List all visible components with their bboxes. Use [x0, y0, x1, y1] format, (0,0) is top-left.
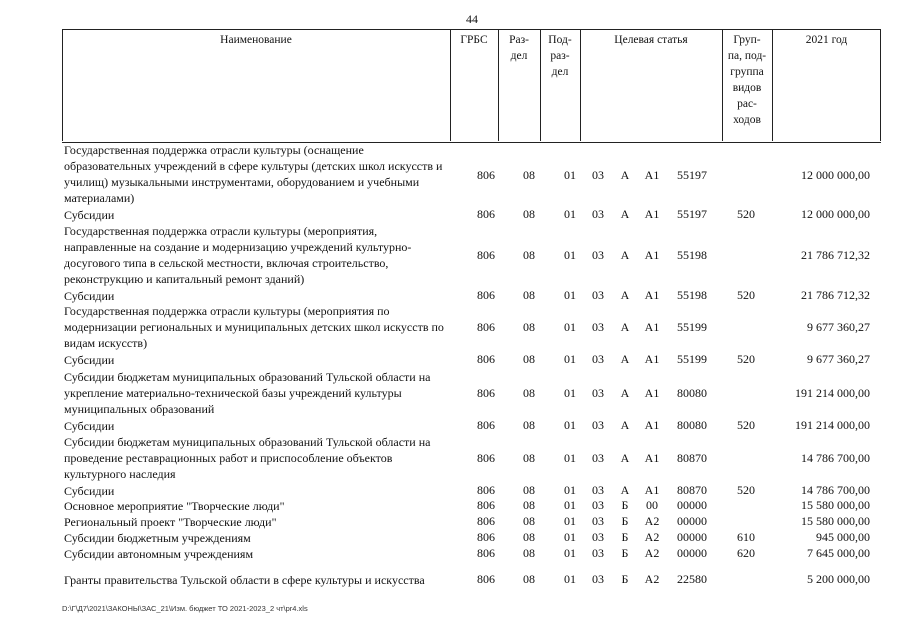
cell-t2: Б — [621, 498, 629, 512]
cell-podrazdel: 01 — [564, 498, 576, 512]
cell-podrazdel: 01 — [564, 248, 576, 262]
cell-grbs: 806 — [477, 320, 495, 334]
cell-t1: 03 — [592, 418, 604, 432]
cell-group: 520 — [737, 352, 755, 366]
cell-amount: 14 786 700,00 — [801, 451, 870, 465]
table-row — [62, 418, 881, 434]
cell-t1: 03 — [592, 248, 604, 262]
cell-t2: А — [620, 352, 630, 366]
cell-t2: А — [620, 288, 630, 302]
cell-razdel: 08 — [523, 207, 535, 221]
cell-grbs: 806 — [477, 418, 495, 432]
table-row — [62, 434, 881, 482]
cell-t3: А2 — [644, 514, 660, 528]
table-header — [62, 29, 881, 143]
table-row — [62, 207, 881, 223]
cell-amount: 14 786 700,00 — [801, 483, 870, 497]
cell-razdel: 08 — [523, 530, 535, 544]
table-row — [62, 303, 881, 351]
cell-razdel: 08 — [523, 451, 535, 465]
cell-t4: 55197 — [677, 207, 707, 221]
row-name: Субсидии бюджетам муниципальных образований Тульской области на проведение реставрационных работ и приспособление объектов культурного наследия — [64, 435, 431, 481]
header-razdel: Раз- дел — [509, 34, 529, 62]
divider — [772, 29, 773, 141]
cell-razdel: 08 — [523, 418, 535, 432]
cell-amount: 21 786 712,32 — [801, 248, 870, 262]
cell-t4: 55198 — [677, 248, 707, 262]
cell-razdel: 08 — [523, 386, 535, 400]
cell-t3: А1 — [644, 352, 660, 366]
cell-t1: 03 — [592, 352, 604, 366]
cell-t3: 00 — [646, 498, 658, 512]
cell-grbs: 806 — [477, 514, 495, 528]
cell-group: 520 — [737, 483, 755, 497]
cell-amount: 12 000 000,00 — [801, 207, 870, 221]
divider — [540, 29, 541, 141]
cell-t4: 00000 — [677, 514, 707, 528]
cell-t3: А1 — [644, 248, 660, 262]
cell-amount: 5 200 000,00 — [807, 572, 870, 586]
cell-podrazdel: 01 — [564, 514, 576, 528]
cell-grbs: 806 — [477, 207, 495, 221]
cell-grbs: 806 — [477, 288, 495, 302]
cell-amount: 191 214 000,00 — [795, 386, 870, 400]
table-row — [62, 498, 881, 514]
cell-group: 620 — [737, 546, 755, 560]
file-path: D:\Г\Д7\2021\ЗАКОНЫ\ЗАС_21\Изм. бюджет ТО 2021-2023_2 чт\pr4.xls — [62, 604, 308, 613]
cell-t1: 03 — [592, 451, 604, 465]
cell-amount: 9 677 360,27 — [807, 320, 870, 334]
cell-grbs: 806 — [477, 451, 495, 465]
cell-amount: 9 677 360,27 — [807, 352, 870, 366]
cell-grbs: 806 — [477, 572, 495, 586]
cell-t3: А1 — [644, 483, 660, 497]
cell-razdel: 08 — [523, 288, 535, 302]
cell-podrazdel: 01 — [564, 572, 576, 586]
row-name: Субсидии — [64, 484, 115, 498]
cell-t4: 22580 — [677, 572, 707, 586]
row-name: Государственная поддержка отрасли культуры (оснащение образовательных учреждений в сфере культуры (детских школ искусств и училищ) музыкальными инструментами, оборудованием и учебными материалами) — [64, 143, 443, 205]
cell-t4: 80870 — [677, 451, 707, 465]
cell-razdel: 08 — [523, 572, 535, 586]
table-row — [62, 572, 881, 588]
cell-razdel: 08 — [523, 352, 535, 366]
divider — [722, 29, 723, 141]
cell-t1: 03 — [592, 168, 604, 182]
row-name: Субсидии автономным учреждениям — [64, 547, 254, 561]
cell-t3: А2 — [644, 572, 660, 586]
row-name: Субсидии бюджетным учреждениям — [64, 531, 251, 545]
cell-podrazdel: 01 — [564, 352, 576, 366]
page-number: 44 — [466, 12, 478, 26]
table-row — [62, 223, 881, 287]
cell-t2: Б — [621, 572, 629, 586]
cell-t2: Б — [621, 514, 629, 528]
cell-amount: 15 580 000,00 — [801, 498, 870, 512]
header-grbs: ГРБС — [460, 34, 488, 46]
row-name: Субсидии — [64, 208, 115, 222]
cell-t1: 03 — [592, 498, 604, 512]
cell-t4: 00000 — [677, 530, 707, 544]
cell-podrazdel: 01 — [564, 207, 576, 221]
cell-razdel: 08 — [523, 168, 535, 182]
cell-grbs: 806 — [477, 248, 495, 262]
cell-grbs: 806 — [477, 352, 495, 366]
cell-group: 520 — [737, 418, 755, 432]
divider — [62, 29, 63, 141]
cell-t3: А1 — [644, 451, 660, 465]
cell-razdel: 08 — [523, 248, 535, 262]
header-target: Целевая статья — [614, 34, 688, 46]
cell-t1: 03 — [592, 572, 604, 586]
divider — [498, 29, 499, 141]
cell-razdel: 08 — [523, 546, 535, 560]
cell-grbs: 806 — [477, 386, 495, 400]
cell-t3: А1 — [644, 207, 660, 221]
cell-podrazdel: 01 — [564, 451, 576, 465]
table-row — [62, 142, 881, 206]
cell-t3: А1 — [644, 320, 660, 334]
cell-podrazdel: 01 — [564, 386, 576, 400]
divider — [450, 29, 451, 141]
table-row — [62, 483, 881, 499]
cell-t4: 55197 — [677, 168, 707, 182]
cell-razdel: 08 — [523, 483, 535, 497]
cell-podrazdel: 01 — [564, 530, 576, 544]
cell-t3: А1 — [644, 386, 660, 400]
cell-grbs: 806 — [477, 546, 495, 560]
cell-t2: А — [620, 207, 630, 221]
cell-grbs: 806 — [477, 483, 495, 497]
divider — [880, 29, 881, 141]
cell-t4: 55199 — [677, 352, 707, 366]
cell-t2: А — [620, 168, 630, 182]
cell-grbs: 806 — [477, 530, 495, 544]
cell-podrazdel: 01 — [564, 320, 576, 334]
cell-t2: А — [620, 483, 630, 497]
cell-t1: 03 — [592, 207, 604, 221]
cell-group: 520 — [737, 288, 755, 302]
cell-t3: А2 — [644, 530, 660, 544]
cell-razdel: 08 — [523, 498, 535, 512]
cell-group: 610 — [737, 530, 755, 544]
cell-t1: 03 — [592, 483, 604, 497]
header-group: Груп- па, под- группа видов рас- ходов — [727, 34, 767, 126]
cell-razdel: 08 — [523, 320, 535, 334]
row-name: Государственная поддержка отрасли культуры (мероприятия по модернизации региональных и муниципальных детских школ искусств по видам искусств) — [64, 304, 444, 350]
cell-podrazdel: 01 — [564, 418, 576, 432]
cell-amount: 12 000 000,00 — [801, 168, 870, 182]
cell-t2: А — [620, 451, 630, 465]
table-row — [62, 514, 881, 530]
cell-t2: А — [620, 418, 630, 432]
row-name: Основное мероприятие "Творческие люди" — [64, 499, 285, 513]
row-name: Гранты правительства Тульской области в сфере культуры и искусства — [64, 573, 425, 587]
row-name: Субсидии — [64, 353, 115, 367]
cell-razdel: 08 — [523, 514, 535, 528]
cell-t1: 03 — [592, 288, 604, 302]
cell-t4: 55199 — [677, 320, 707, 334]
table-row — [62, 546, 881, 562]
cell-t2: А — [620, 248, 630, 262]
cell-t1: 03 — [592, 386, 604, 400]
row-name: Субсидии — [64, 419, 115, 433]
divider — [580, 29, 581, 141]
cell-amount: 191 214 000,00 — [795, 418, 870, 432]
cell-t2: А — [620, 320, 630, 334]
cell-group: 520 — [737, 207, 755, 221]
cell-amount: 21 786 712,32 — [801, 288, 870, 302]
cell-t4: 80870 — [677, 483, 707, 497]
cell-t2: А — [620, 386, 630, 400]
cell-t4: 00000 — [677, 498, 707, 512]
cell-grbs: 806 — [477, 168, 495, 182]
cell-t1: 03 — [592, 320, 604, 334]
cell-amount: 945 000,00 — [816, 530, 870, 544]
cell-t3: А1 — [644, 288, 660, 302]
cell-t2: Б — [621, 530, 629, 544]
cell-t4: 80080 — [677, 418, 707, 432]
row-name: Государственная поддержка отрасли культуры (мероприятия, направленные на создание и модернизацию учреждений культурно-досугового типа в сельской местности, включая строительство, реконструкцию и капитальный ремонт зданий) — [64, 224, 412, 286]
table-row — [62, 369, 881, 417]
cell-t1: 03 — [592, 546, 604, 560]
row-name: Субсидии — [64, 289, 115, 303]
cell-t3: А1 — [644, 168, 660, 182]
cell-amount: 15 580 000,00 — [801, 514, 870, 528]
cell-podrazdel: 01 — [564, 168, 576, 182]
cell-podrazdel: 01 — [564, 546, 576, 560]
table-row — [62, 530, 881, 546]
table-row — [62, 352, 881, 368]
cell-t2: Б — [621, 546, 629, 560]
header-podrazdel: Под- раз- дел — [548, 34, 572, 78]
header-name: Наименование — [220, 34, 292, 46]
cell-podrazdel: 01 — [564, 288, 576, 302]
cell-amount: 7 645 000,00 — [807, 546, 870, 560]
row-name: Субсидии бюджетам муниципальных образований Тульской области на укрепление материально-технической базы учреждений культуры муниципальных образований — [64, 370, 431, 416]
cell-t3: А2 — [644, 546, 660, 560]
cell-t1: 03 — [592, 530, 604, 544]
cell-t4: 55198 — [677, 288, 707, 302]
cell-t4: 80080 — [677, 386, 707, 400]
header-year: 2021 год — [805, 34, 848, 46]
cell-podrazdel: 01 — [564, 483, 576, 497]
row-name: Региональный проект "Творческие люди" — [64, 515, 277, 529]
cell-t1: 03 — [592, 514, 604, 528]
cell-grbs: 806 — [477, 498, 495, 512]
cell-t3: А1 — [644, 418, 660, 432]
cell-t4: 00000 — [677, 546, 707, 560]
table-row — [62, 288, 881, 304]
